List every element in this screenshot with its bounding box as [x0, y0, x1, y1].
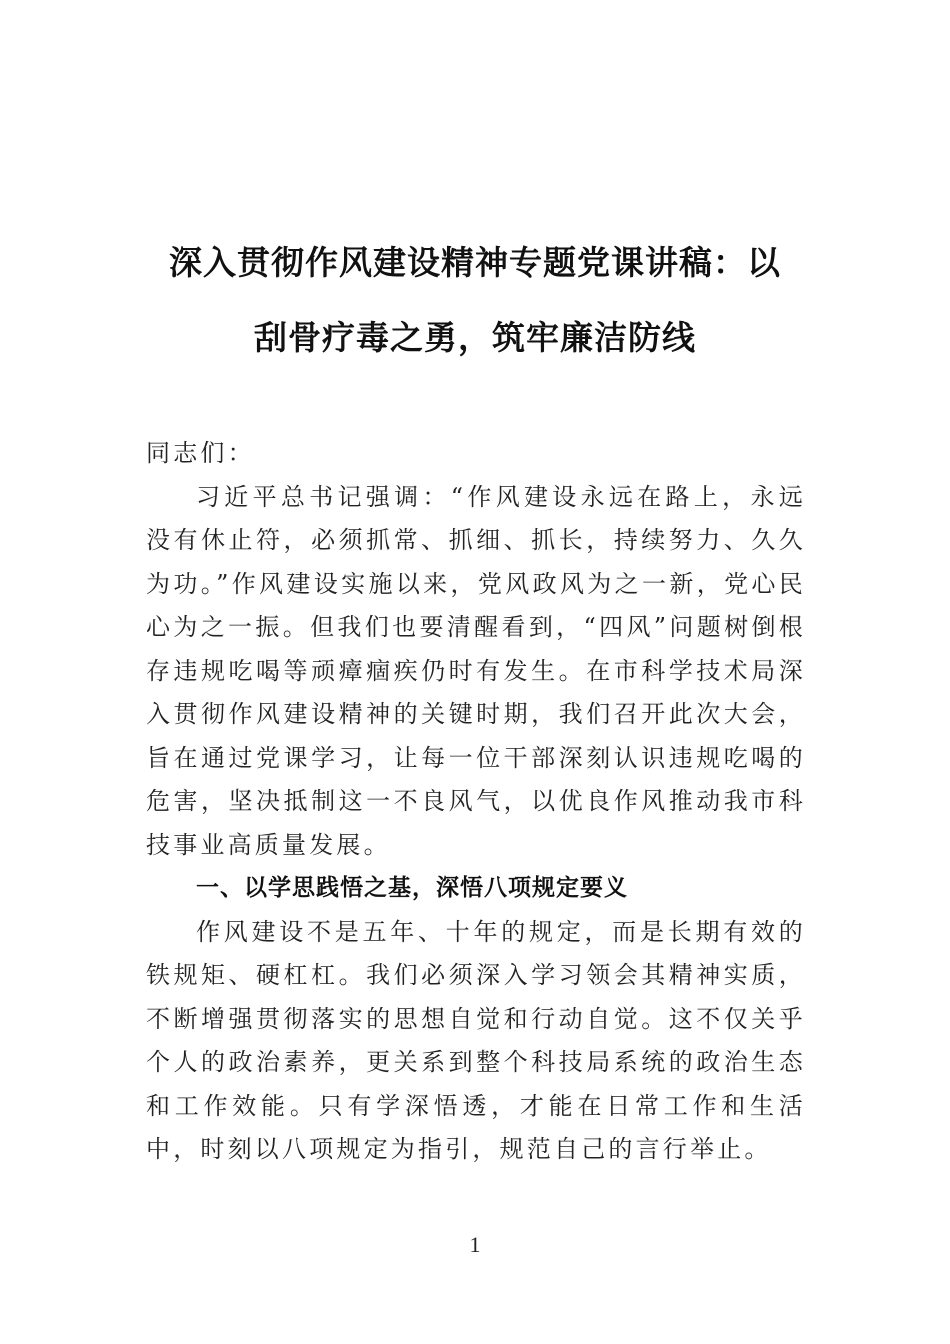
page-number: 1: [469, 1232, 481, 1257]
intro-paragraph: 习近平总书记强调：“作风建设永远在路上，永远没有休止符，必须抓常、抓细、抓长，持续努力、久久为功。”作风建设实施以来，党风政风为之一新，党心民心为之一振。但我们也要清醒看到，“四风”问题树倒根存违规吃喝等顽瘴痼疾仍时有发生。在市科学技术局深入贯彻作风建设精神的关键时期，我们召开此次大会，旨在通过党课学习，让每一位干部深刻认识违规吃喝的危害，坚决抵制这一不良风气，以优良作风推动我市科技事业高质量发展。: [146, 482, 806, 859]
document-body: [146, 432, 806, 1172]
title-line-2: 刮骨疗毒之勇，筑牢廉洁防线: [254, 318, 696, 357]
greeting: 同志们：: [146, 439, 255, 467]
section-heading: 一、以学思践悟之基，深悟八项规定要义: [196, 875, 628, 901]
section-paragraph: 作风建设不是五年、十年的规定，而是长期有效的铁规矩、硬杠杠。我们必须深入学习领会其精神实质，不断增强贯彻落实的思想自觉和行动自觉。这不仅关乎个人的政治素养，更关系到整个科技局系统的政治生态和工作效能。只有学深悟透，才能在日常工作和生活中，时刻以八项规定为指引，规范自己的言行举止。: [146, 917, 806, 1163]
document-title: [120, 225, 830, 375]
title-line-1: 深入贯彻作风建设精神专题党课讲稿：以: [169, 243, 781, 282]
